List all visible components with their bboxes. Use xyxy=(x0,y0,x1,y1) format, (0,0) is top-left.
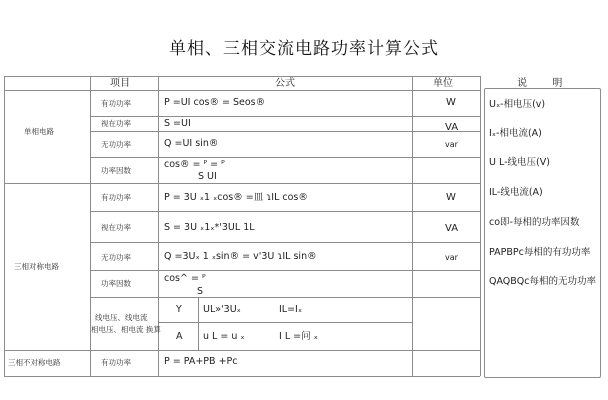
row-divider xyxy=(90,270,480,271)
formula-text-line2: S xyxy=(197,286,204,297)
item-label: 无功功率 xyxy=(101,253,131,262)
note-line: co即-每相的功率因数 xyxy=(489,217,580,228)
formula-text: u L = u ₓ xyxy=(203,331,245,342)
item-label: 有功功率 xyxy=(101,358,131,367)
unit-text: W xyxy=(446,97,456,108)
item-label: 相电压、相电流 换算 xyxy=(91,325,161,334)
formula-text: cos® = ᴾ = ᴾ xyxy=(164,159,225,170)
category-three-phase-asym: 三相不对称电路 xyxy=(8,358,61,367)
formula-text: P =UI cos® = Seos® xyxy=(164,97,266,108)
wye-label: Y xyxy=(176,304,182,315)
unit-text: VA xyxy=(445,223,459,234)
formula-text-line2: S UI xyxy=(198,171,217,182)
note-line: Uₓ-相电压(v) xyxy=(489,99,546,110)
col-divider xyxy=(198,297,199,350)
item-label: 有功功率 xyxy=(101,193,131,202)
note-line: IL-线电流(A) xyxy=(489,187,543,198)
row-divider xyxy=(90,116,480,117)
row-divider xyxy=(4,90,480,91)
note-line: QAQBQc每相的无功功率 xyxy=(489,276,597,287)
item-label: 视在功率 xyxy=(101,119,131,128)
formula-text: IL=Iₓ xyxy=(279,304,303,315)
formula-text: S = 3U ₓ1ₓ*'3UL 1L xyxy=(164,222,255,233)
page-title: 单相、三相交流电路功率计算公式 xyxy=(169,39,439,59)
note-line: PAPBPc每相的有功功率 xyxy=(489,247,591,258)
note-line: Iₓ-相电流(A) xyxy=(489,128,542,139)
formula-text: P = 3U ₓ1 ₓcos® =皿 ɿIL cos® xyxy=(164,192,308,203)
row-divider xyxy=(90,211,480,212)
row-divider xyxy=(4,350,480,351)
note-line: U L-线电压(V) xyxy=(489,157,550,168)
formula-text: Q =3Uₓ 1 ₓsin® = v'3U ɿIL sin® xyxy=(164,251,317,262)
row-divider xyxy=(158,322,412,323)
item-label: 视在功率 xyxy=(101,223,131,232)
col-divider xyxy=(480,76,481,376)
formula-text: S =UI xyxy=(164,118,191,129)
unit-text: W xyxy=(446,192,456,203)
item-label: 功率因数 xyxy=(101,279,131,288)
unit-text: VA xyxy=(445,122,459,133)
row-divider xyxy=(4,183,480,184)
row-divider xyxy=(4,76,480,77)
category-single-phase: 单相电路 xyxy=(24,127,54,136)
item-label: 无功功率 xyxy=(101,140,131,149)
col-divider xyxy=(412,76,413,376)
formula-text: UL»'3Uₓ xyxy=(203,304,241,315)
item-label: 有功功率 xyxy=(101,99,131,108)
header-unit: 单位 xyxy=(433,78,453,89)
unit-text: var xyxy=(445,140,458,149)
formula-text: P = PA+PB +Pc xyxy=(164,356,238,367)
col-divider xyxy=(4,76,5,376)
row-divider xyxy=(90,157,480,158)
row-divider xyxy=(90,297,480,298)
header-item: 项目 xyxy=(110,78,130,89)
header-formula: 公式 xyxy=(275,78,295,89)
row-divider xyxy=(90,242,480,243)
header-note: 说 明 xyxy=(517,78,563,89)
row-divider xyxy=(90,131,480,132)
category-three-phase-sym: 三相对称电路 xyxy=(14,262,59,271)
item-label: 功率因数 xyxy=(101,166,131,175)
formula-text: Q =UI sin® xyxy=(164,138,219,149)
formula-text: cos^ = ᴾ xyxy=(164,273,206,284)
row-divider xyxy=(4,376,480,377)
unit-text: var xyxy=(445,253,458,262)
item-label: 线电压、线电流 xyxy=(95,313,148,322)
formula-text: I L =问 ₓ xyxy=(279,331,318,342)
delta-label: A xyxy=(176,331,183,342)
